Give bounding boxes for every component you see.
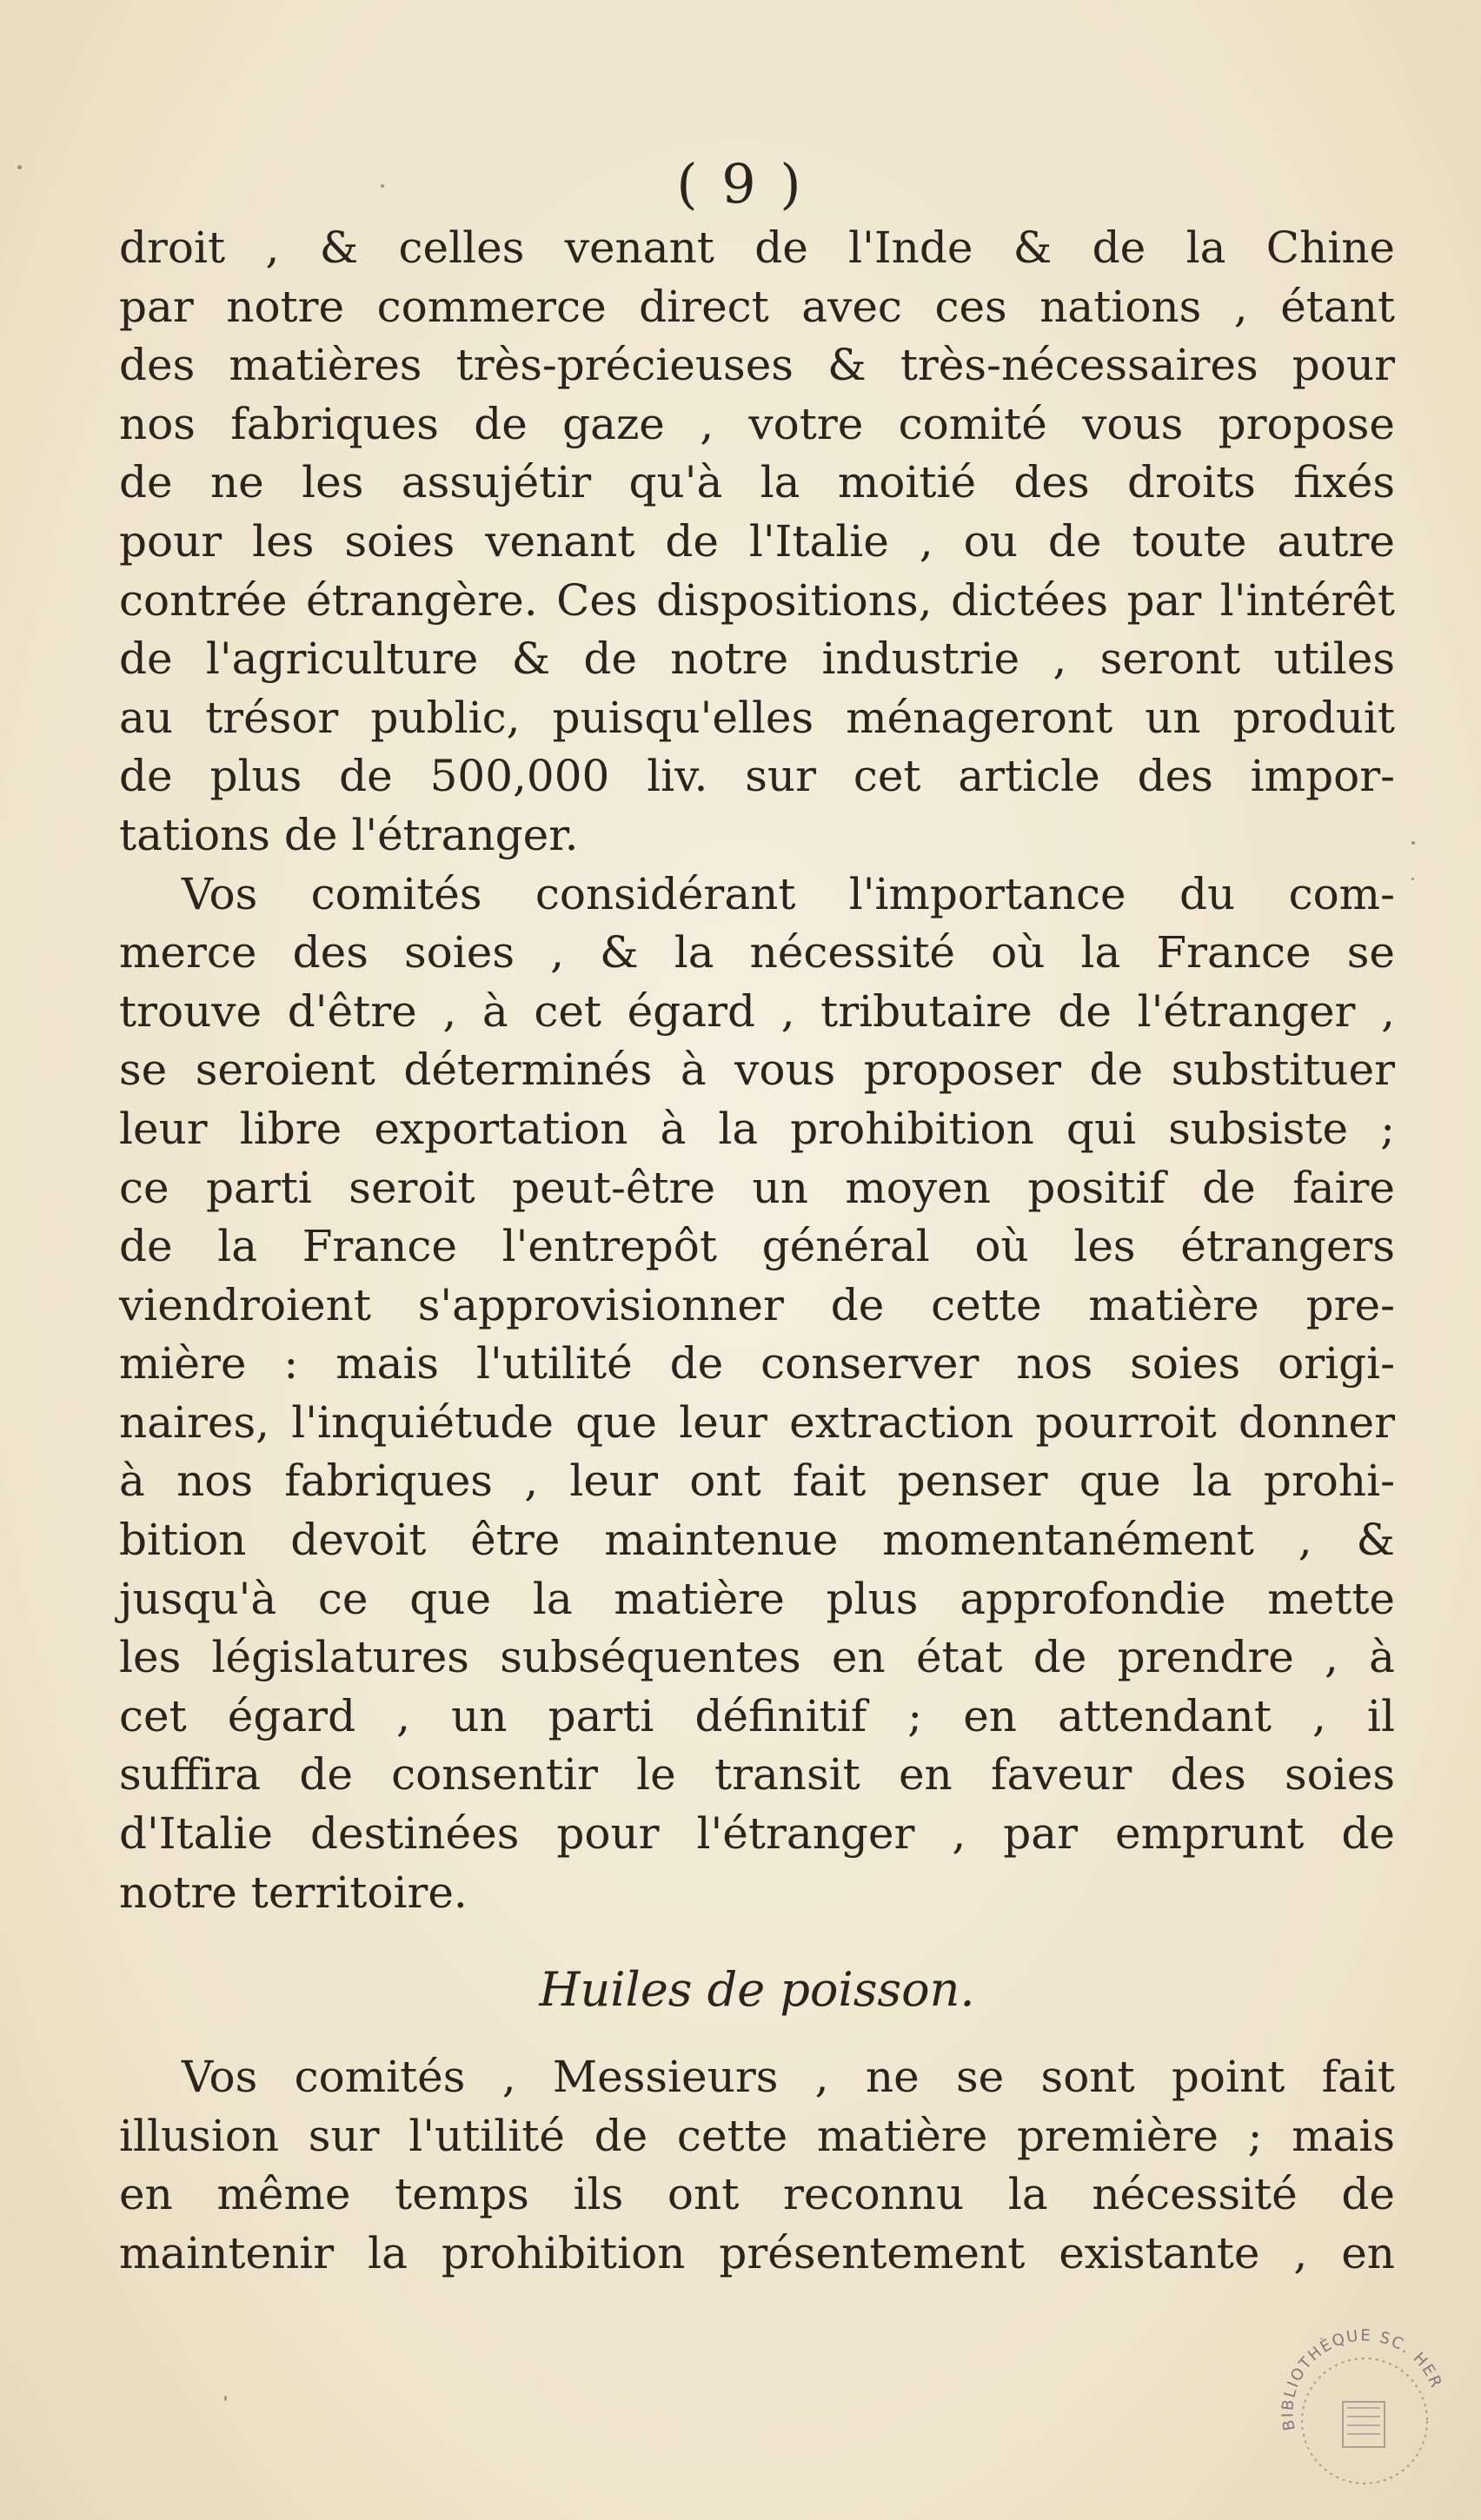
paper-speck: [224, 2396, 227, 2401]
text-line: les législatures subséquentes en état de prendre , à: [119, 1632, 1395, 1683]
text-line: viendroient s'approvisionner de cette matière pre-: [119, 1279, 1395, 1330]
text-line: droit , & celles venant de l'Inde & de la Chine: [119, 222, 1395, 273]
paper-speck: [381, 184, 384, 188]
text-line: Vos comités , Messieurs , ne se sont point fait: [182, 2052, 1395, 2103]
body-text: [119, 219, 1395, 2284]
text-line: de l'agriculture & de notre industrie , seront utiles: [119, 633, 1395, 685]
stamp-seal-icon: [1260, 2299, 1460, 2499]
text-line: jusqu'à ce que la matière plus approfondie mette: [119, 1573, 1395, 1624]
section-heading: Huiles de poisson.: [539, 1962, 975, 2018]
text-line: notre territoire.: [119, 1867, 468, 1918]
text-line: trouve d'être , à cet égard , tributaire de l'étranger ,: [119, 985, 1395, 1037]
text-line: contrée étrangère. Ces dispositions, dictées par l'intérêt: [119, 574, 1395, 626]
text-line: Vos comités considérant l'importance du com-: [182, 868, 1395, 919]
paragraph-3: [119, 2048, 1395, 2283]
stamp-text: BIBLIOTHÈQUE SC. HER: [1278, 2326, 1446, 2432]
paper-speck: [1411, 878, 1414, 880]
text-line: de la France l'entrepôt général où les étrangers: [119, 1221, 1395, 1272]
text-line: nos fabriques de gaze , votre comité vous propose: [119, 398, 1395, 449]
paper-speck: [1411, 841, 1415, 845]
text-line: merce des soies , & la nécessité où la France se: [119, 927, 1395, 978]
text-line: pour les soies venant de l'Italie , ou de toute autre: [119, 515, 1395, 567]
text-line: tations de l'étranger.: [119, 809, 579, 860]
page-number: ( 9 ): [676, 152, 805, 216]
text-line: au trésor public, puisqu'elles ménageront un produit: [119, 692, 1395, 743]
library-stamp: [1260, 2299, 1460, 2499]
text-line: naires, l'inquiétude que leur extraction pourroit donner: [119, 1396, 1395, 1448]
text-line: maintenir la prohibition présentement existante , en: [119, 2228, 1395, 2278]
text-line: par notre commerce direct avec ces nations , étant: [119, 281, 1395, 332]
text-line: d'Italie destinées pour l'étranger , par emprunt de: [119, 1808, 1395, 1860]
text-line: illusion sur l'utilité de cette matière première ; mais: [119, 2110, 1395, 2161]
text-line: se seroient déterminés à vous proposer de substituer: [119, 1044, 1395, 1096]
text-line: de plus de 500,000 liv. sur cet article des impor-: [119, 751, 1395, 802]
text-line: mière : mais l'utilité de conserver nos soies origi-: [119, 1338, 1395, 1389]
paragraph-1: [119, 219, 1395, 865]
text-line: de ne les assujétir qu'à la moitié des droits fixés: [119, 457, 1395, 508]
text-line: suffira de consentir le transit en faveur des soies: [119, 1749, 1395, 1800]
paper-speck: [17, 165, 22, 169]
paragraph-2: [119, 865, 1395, 1923]
text-line: ce parti seroit peut-être un moyen positif de faire: [119, 1162, 1395, 1213]
text-line: en même temps ils ont reconnu la nécessité de: [119, 2169, 1395, 2220]
text-line: bition devoit être maintenue momentanément , &: [119, 1515, 1395, 1566]
text-line: leur libre exportation à la prohibition qui subsiste ;: [119, 1103, 1395, 1154]
text-line: cet égard , un parti définitif ; en attendant , il: [119, 1690, 1395, 1741]
text-line: à nos fabriques , leur ont fait penser que la prohi-: [119, 1456, 1395, 1507]
text-line: des matières très-précieuses & très-nécessaires pour: [119, 340, 1395, 391]
